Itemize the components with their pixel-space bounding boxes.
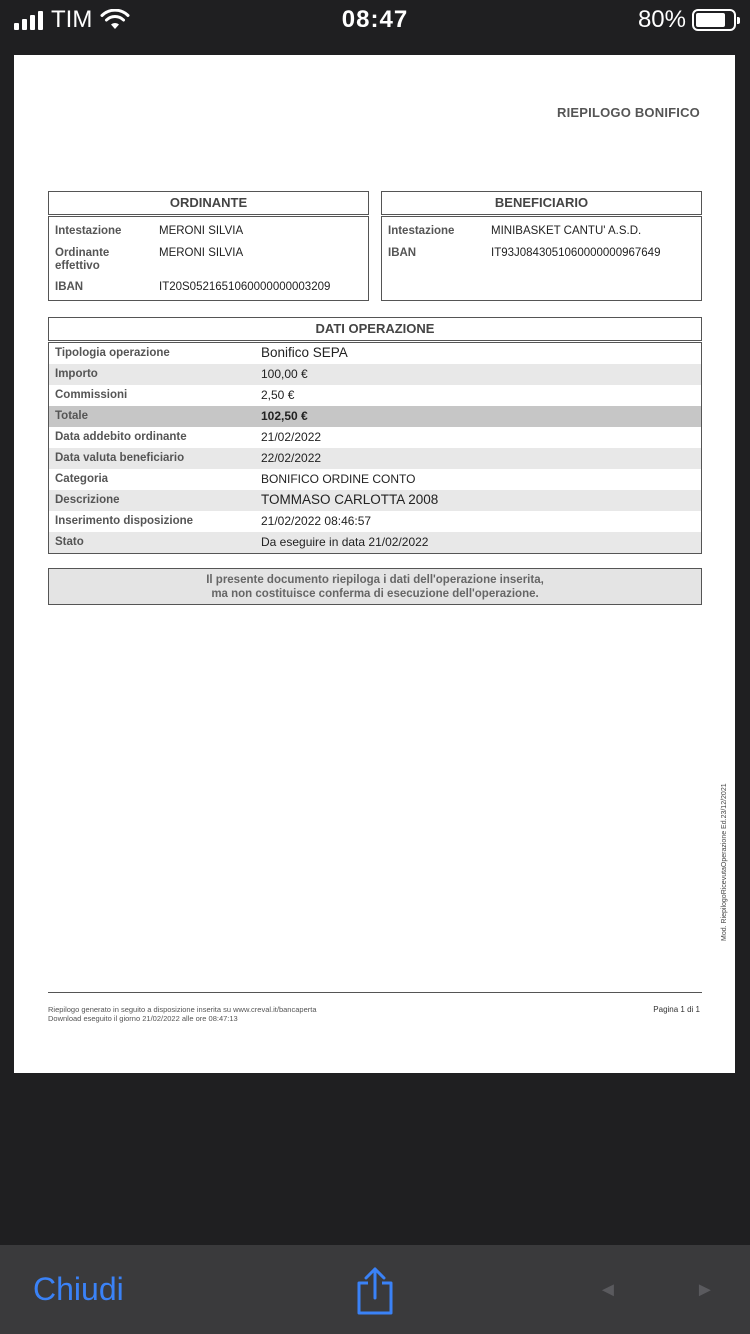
- operazione-row: [49, 448, 701, 469]
- operazione-label: Totale: [55, 410, 89, 422]
- operazione-label: Tipologia operazione: [55, 347, 170, 359]
- operazione-value: 21/02/2022: [261, 430, 322, 444]
- carrier-name: TIM: [51, 6, 93, 33]
- operazione-value: TOMMASO CARLOTTA 2008: [261, 492, 439, 507]
- close-button[interactable]: Chiudi: [33, 1271, 124, 1307]
- operazione-label: Data addebito ordinante: [55, 431, 187, 443]
- status-bar: [0, 0, 750, 40]
- bottom-toolbar: [0, 1245, 750, 1334]
- ordinante-effettivo-value: MERONI SILVIA: [159, 247, 244, 259]
- operazione-label: Commissioni: [55, 389, 128, 401]
- operazione-label: Categoria: [55, 473, 109, 485]
- disclaimer-notice: [48, 568, 702, 605]
- operazione-value: Bonifico SEPA: [261, 345, 348, 360]
- beneficiario-intestazione-value: MINIBASKET CANTU' A.S.D.: [491, 225, 642, 237]
- operazione-row: [49, 532, 701, 553]
- operazione-row: [49, 385, 701, 406]
- next-page-button[interactable]: ►: [695, 1279, 715, 1301]
- notice-line-1: Il presente documento riepiloga i dati dell'operazione inserita,: [206, 574, 544, 586]
- operazione-row: [49, 469, 701, 490]
- battery-percent: 80%: [637, 6, 686, 33]
- operazione-row: [49, 364, 701, 385]
- operazione-value: 100,00 €: [261, 367, 308, 381]
- ordinante-effettivo-label-line1: Ordinante: [55, 247, 110, 259]
- operazione-table: [48, 342, 702, 554]
- previous-page-button[interactable]: ◄: [598, 1279, 618, 1301]
- ordinante-intestazione-label: Intestazione: [55, 225, 122, 237]
- ordinante-intestazione-row: [49, 225, 368, 241]
- ordinante-effettivo-row: [49, 247, 368, 275]
- ordinante-header: ORDINANTE: [48, 191, 369, 215]
- operazione-label: Importo: [55, 368, 98, 380]
- battery-icon: [692, 9, 736, 31]
- notice-line-2: ma non costituisce conferma di esecuzione dell'operazione.: [211, 588, 539, 600]
- beneficiario-intestazione-label: Intestazione: [388, 225, 455, 237]
- footer-info: [48, 1005, 317, 1023]
- operazione-value: Da eseguire in data 21/02/2022: [261, 535, 429, 549]
- ordinante-box: [48, 216, 369, 301]
- ordinante-iban-row: [49, 281, 368, 297]
- footer-line-2: Download eseguito il giorno 21/02/2022 alle ore 08:47:13: [48, 1014, 238, 1023]
- operazione-value: 22/02/2022: [261, 451, 322, 465]
- operazione-value: 2,50 €: [261, 388, 295, 402]
- operazione-row: [49, 490, 701, 511]
- ordinante-effettivo-label-line2: effettivo: [55, 260, 100, 272]
- beneficiario-iban-value: IT93J0843051060000000967649: [491, 247, 661, 259]
- beneficiario-box: [381, 216, 702, 301]
- operazione-value: 102,50 €: [261, 409, 308, 423]
- operazione-row: [49, 343, 701, 364]
- ordinante-iban-value: IT20S0521651060000000003209: [159, 281, 331, 293]
- operazione-row-total: [49, 406, 701, 427]
- ordinante-intestazione-value: MERONI SILVIA: [159, 225, 244, 237]
- operazione-value: 21/02/2022 08:46:57: [261, 514, 372, 528]
- footer-line-1: Riepilogo generato in seguito a disposizione inserita su www.creval.it/bancaperta: [48, 1005, 317, 1014]
- beneficiario-iban-label: IBAN: [388, 247, 417, 259]
- operazione-row: [49, 511, 701, 532]
- beneficiario-intestazione-row: [382, 225, 701, 241]
- status-right: [638, 6, 736, 34]
- operazione-label: Data valuta beneficiario: [55, 452, 185, 464]
- operazione-header: DATI OPERAZIONE: [48, 317, 702, 341]
- operazione-value: BONIFICO ORDINE CONTO: [261, 472, 416, 486]
- footer-divider: [48, 992, 702, 993]
- document-page[interactable]: [14, 55, 735, 1073]
- share-icon[interactable]: [354, 1267, 396, 1315]
- operazione-label: Inserimento disposizione: [55, 515, 194, 527]
- operazione-row: [49, 427, 701, 448]
- document-title: RIEPILOGO BONIFICO: [557, 105, 700, 120]
- page-number: Pagina 1 di 1: [653, 1005, 700, 1014]
- operazione-label: Stato: [55, 536, 84, 548]
- ordinante-iban-label: IBAN: [55, 281, 84, 293]
- form-code-note: Mod. RiepilogoRicevutaOperazione Ed.23/12/2021: [721, 783, 728, 941]
- beneficiario-iban-row: [382, 247, 701, 263]
- clock: 08:47: [341, 6, 409, 33]
- beneficiario-header: BENEFICIARIO: [381, 191, 702, 215]
- operazione-label: Descrizione: [55, 494, 120, 506]
- ordinante-effettivo-label: [55, 247, 155, 273]
